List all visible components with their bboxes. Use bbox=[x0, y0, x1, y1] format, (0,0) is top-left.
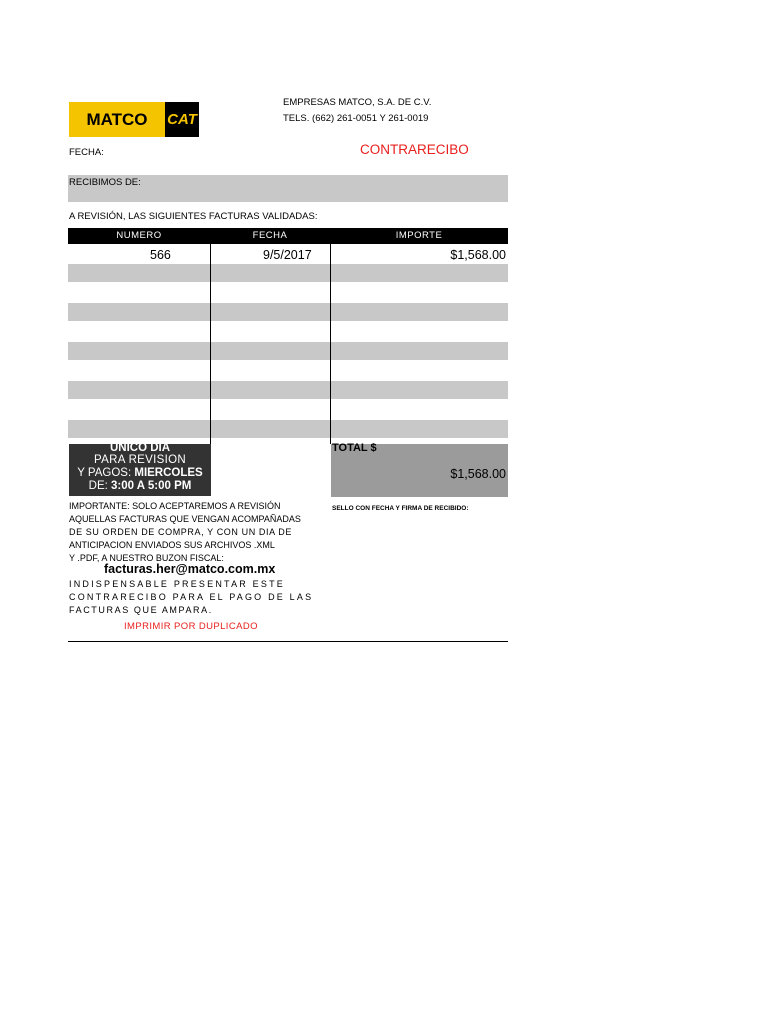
dia-line3-prefix: Y PAGOS: bbox=[77, 467, 135, 479]
total-label: TOTAL $ bbox=[332, 442, 377, 454]
dia-line1: UNICO DIA bbox=[109, 442, 171, 454]
dia-line4-prefix: DE: bbox=[88, 480, 112, 492]
total-box bbox=[331, 444, 508, 497]
recibimos-field bbox=[68, 175, 508, 202]
dia-line2: PARA REVISION bbox=[94, 454, 186, 466]
table-row-stripe bbox=[68, 342, 508, 360]
note-line8: FACTURAS QUE AMPARA. bbox=[69, 605, 213, 615]
note-line6: INDISPENSABLE PRESENTAR ESTE bbox=[69, 579, 285, 589]
column-header-fecha: FECHA bbox=[252, 230, 288, 241]
cell-importe: $1,568.00 bbox=[450, 248, 506, 262]
company-name: EMPRESAS MATCO, S.A. DE C.V. bbox=[283, 97, 432, 108]
table-row-stripe bbox=[68, 264, 508, 282]
email-address[interactable]: facturas.her@matco.com.mx bbox=[104, 562, 276, 576]
print-duplicate-note: IMPRIMIR POR DUPLICADO bbox=[124, 621, 258, 632]
bottom-divider bbox=[68, 641, 508, 642]
column-header-importe: IMPORTE bbox=[395, 230, 443, 241]
logo-cat-text: CAT bbox=[165, 102, 199, 137]
dia-line3 bbox=[69, 467, 211, 480]
note-line5: Y .PDF, A NUESTRO BUZON FISCAL: bbox=[69, 553, 224, 563]
column-divider bbox=[210, 244, 211, 444]
recibimos-label: RECIBIMOS DE: bbox=[69, 177, 141, 188]
payment-day-box bbox=[69, 444, 211, 496]
revision-label: A REVISIÓN, LAS SIGUIENTES FACTURAS VALIDADAS: bbox=[69, 211, 318, 222]
fecha-label: FECHA: bbox=[69, 147, 104, 158]
cell-fecha: 9/5/2017 bbox=[263, 248, 312, 262]
document-title: CONTRARECIBO bbox=[360, 142, 469, 157]
table-row-stripe bbox=[68, 381, 508, 399]
total-value: $1,568.00 bbox=[450, 467, 506, 481]
cell-numero: 566 bbox=[150, 248, 171, 262]
matco-cat-logo bbox=[69, 102, 199, 137]
company-phones: TELS. (662) 261-0051 Y 261-0019 bbox=[283, 113, 429, 124]
column-header-numero: NUMERO bbox=[116, 230, 162, 241]
logo-matco-text: MATCO bbox=[86, 110, 148, 129]
column-divider bbox=[330, 244, 331, 444]
dia-line4-time: 3:00 A 5:00 PM bbox=[111, 480, 192, 492]
table-row-stripe bbox=[68, 420, 508, 438]
dia-line4 bbox=[69, 480, 211, 493]
sello-label: SELLO CON FECHA Y FIRMA DE RECIBIDO: bbox=[332, 505, 469, 512]
table-row-stripe bbox=[68, 303, 508, 321]
note-line2: AQUELLAS FACTURAS QUE VENGAN ACOMPAÑADAS bbox=[69, 514, 301, 524]
table-header bbox=[68, 228, 508, 244]
note-line1: IMPORTANTE: SOLO ACEPTAREMOS A REVISIÓN bbox=[69, 501, 281, 511]
note-line7: CONTRARECIBO PARA EL PAGO DE LAS bbox=[69, 592, 314, 602]
note-line3: DE SU ORDEN DE COMPRA, Y CON UN DIA DE bbox=[69, 527, 293, 537]
note-line4: ANTICIPACION ENVIADOS SUS ARCHIVOS .XML bbox=[69, 540, 275, 550]
dia-line3-day: MIERCOLES bbox=[134, 467, 203, 479]
